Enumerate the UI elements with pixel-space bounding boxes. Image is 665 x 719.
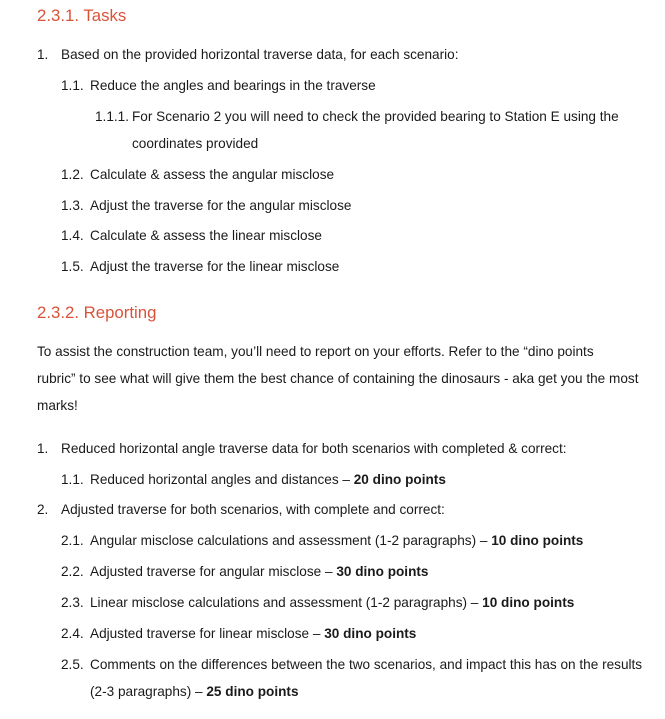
list-number: 1.1. (61, 78, 84, 93)
list-item-text (90, 594, 574, 612)
item-description: Adjusted traverse for linear misclose – (90, 626, 325, 641)
list-item-text (90, 471, 446, 489)
list-number: 2.4. (61, 626, 84, 641)
paragraph-line: marks! (37, 398, 78, 413)
list-number: 2.2. (61, 564, 84, 579)
list-item-text: Adjust the traverse for the linear misclose (90, 259, 340, 274)
item-description: Reduced horizontal angles and distances – (90, 472, 354, 487)
list-number: 1.1.1. (95, 109, 130, 124)
item-description: Adjusted traverse for angular misclose – (90, 564, 337, 579)
list-item-text: Adjust the traverse for the angular misclose (90, 198, 352, 213)
tasks-heading: 2.3.1. Tasks (37, 6, 127, 25)
list-number: 1. (37, 47, 49, 62)
list-number: 1.2. (61, 167, 84, 182)
list-item-text (90, 625, 416, 643)
points-value: 20 dino points (353, 472, 446, 487)
points-value: 30 dino points (336, 564, 429, 579)
list-item-text: Calculate & assess the linear misclose (90, 228, 322, 243)
list-item-text: Reduce the angles and bearings in the traverse (90, 78, 376, 93)
list-item-text (90, 532, 583, 550)
list-item-text (90, 683, 299, 701)
list-item-text: Reduced horizontal angle traverse data for both scenarios with completed & correct: (61, 441, 567, 456)
list-number: 2.3. (61, 595, 84, 610)
paragraph-line: rubric” to see what will give them the best chance of containing the dinosaurs - aka get you the most (37, 371, 639, 386)
list-item-text: Based on the provided horizontal traverse data, for each scenario: (61, 47, 459, 62)
list-item-text: Comments on the differences between the two scenarios, and impact this has on the results (90, 657, 643, 672)
list-number: 2.5. (61, 657, 84, 672)
list-item-text: Calculate & assess the angular misclose (90, 167, 335, 182)
item-description: (2-3 paragraphs) – (90, 684, 207, 699)
points-value: 25 dino points (206, 684, 299, 699)
list-number: 2.1. (61, 533, 84, 548)
paragraph-line: To assist the construction team, you’ll need to report on your efforts. Refer to the “dino points (37, 344, 594, 359)
points-value: 10 dino points (491, 533, 584, 548)
list-item-text (90, 563, 428, 581)
list-number: 1. (37, 441, 49, 456)
points-value: 10 dino points (482, 595, 575, 610)
list-number: 2. (37, 502, 49, 517)
list-item-text: coordinates provided (132, 136, 259, 151)
list-number: 1.5. (61, 259, 84, 274)
list-number: 1.4. (61, 228, 84, 243)
points-value: 30 dino points (324, 626, 417, 641)
list-number: 1.1. (61, 472, 84, 487)
item-description: Linear misclose calculations and assessment (1-2 paragraphs) – (90, 595, 483, 610)
list-item-text: Adjusted traverse for both scenarios, with complete and correct: (61, 502, 445, 517)
item-description: Angular misclose calculations and assessment (1-2 paragraphs) – (90, 533, 492, 548)
list-item-text: For Scenario 2 you will need to check the provided bearing to Station E using the (132, 109, 619, 124)
list-number: 1.3. (61, 198, 84, 213)
reporting-heading: 2.3.2. Reporting (37, 303, 157, 322)
